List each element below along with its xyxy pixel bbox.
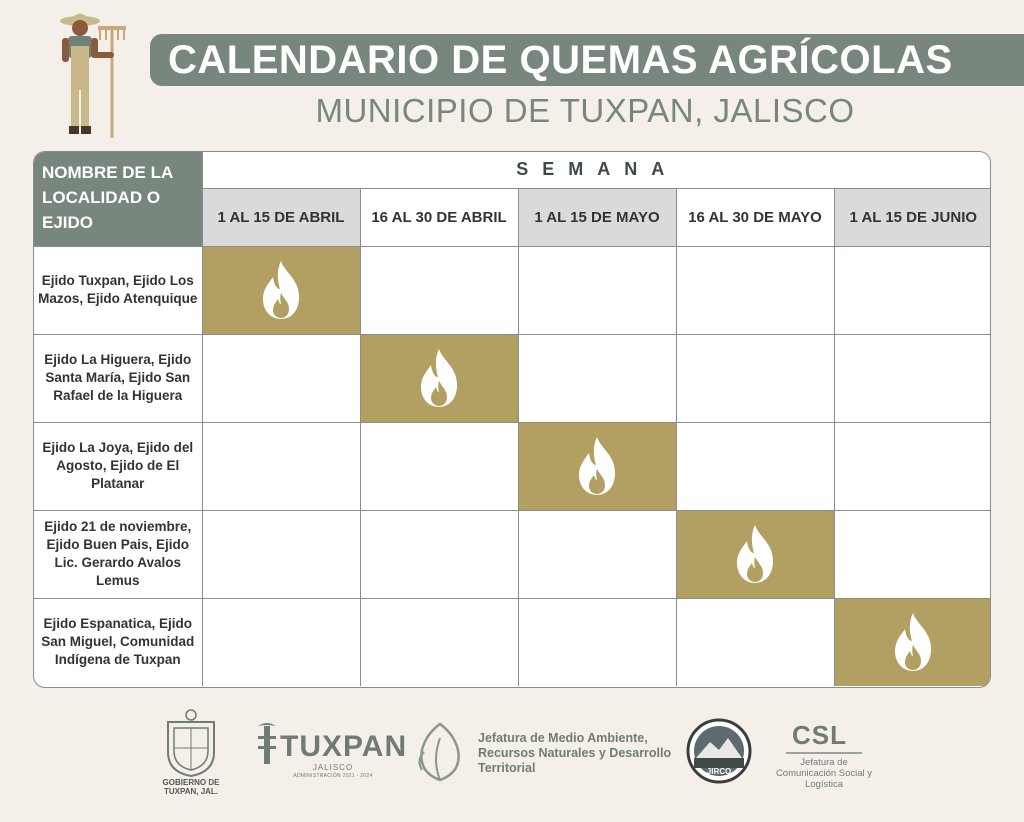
- government-logo-text: GOBIERNO DE TUXPAN, JAL.: [162, 778, 220, 796]
- empty-period-cell: [202, 422, 360, 510]
- table-row: [34, 510, 991, 598]
- csl-divider: [786, 752, 862, 754]
- fire-icon: [729, 523, 781, 585]
- leaf-logo-icon: [412, 720, 468, 784]
- empty-period-cell: [834, 510, 991, 598]
- locality-name: Ejido Tuxpan, Ejido Los Mazos, Ejido Atenquique: [34, 246, 202, 334]
- locality-name: Ejido Espanatica, Ejido San Miguel, Comunidad Indígena de Tuxpan: [34, 598, 202, 686]
- footer-logos: [0, 700, 1024, 810]
- jirco-logo-text: JIRCO: [706, 767, 732, 776]
- period-header-2: 16 AL 30 DE ABRIL: [360, 188, 518, 246]
- tuxpan-logo-state: JALISCO: [312, 763, 354, 772]
- burn-calendar-table: [33, 151, 991, 688]
- locality-name: Ejido 21 de noviembre, Ejido Buen Pais, Ejido Lic. Gerardo Avalos Lemus: [34, 510, 202, 598]
- locality-name: Ejido La Higuera, Ejido Santa María, Ejido San Rafael de la Higuera: [34, 334, 202, 422]
- burn-period-cell: [834, 598, 991, 686]
- burn-period-cell: [676, 510, 834, 598]
- locality-name: Ejido La Joya, Ejido del Agosto, Ejido de El Platanar: [34, 422, 202, 510]
- empty-period-cell: [834, 246, 991, 334]
- empty-period-cell: [834, 422, 991, 510]
- csl-logo-acronym: CSL: [792, 720, 847, 750]
- period-header-1: 1 AL 15 DE ABRIL: [202, 188, 360, 246]
- environment-department-text: Jefatura de Medio Ambiente, Recursos Naturales y Desarrollo Territorial: [478, 731, 672, 775]
- fire-icon: [887, 611, 939, 673]
- burn-period-cell: [518, 422, 676, 510]
- tuxpan-logo-name: TUXPAN: [280, 730, 408, 763]
- empty-period-cell: [518, 510, 676, 598]
- tuxpan-logo-icon: [254, 720, 280, 768]
- empty-period-cell: [676, 246, 834, 334]
- jirco-logo-icon: [686, 718, 752, 784]
- empty-period-cell: [202, 334, 360, 422]
- week-header: SEMANA: [202, 152, 991, 188]
- empty-period-cell: [360, 598, 518, 686]
- empty-period-cell: [676, 422, 834, 510]
- title-banner: [150, 34, 1024, 86]
- page-title: CALENDARIO DE QUEMAS AGRÍCOLAS: [168, 38, 953, 82]
- table-row: [34, 246, 991, 334]
- table-row: [34, 334, 991, 422]
- empty-period-cell: [518, 598, 676, 686]
- table-row: [34, 598, 991, 686]
- table-row: [34, 422, 991, 510]
- empty-period-cell: [676, 598, 834, 686]
- burn-period-cell: [202, 246, 360, 334]
- empty-period-cell: [360, 510, 518, 598]
- empty-period-cell: [834, 334, 991, 422]
- burn-period-cell: [360, 334, 518, 422]
- period-header-5: 1 AL 15 DE JUNIO: [834, 188, 991, 246]
- empty-period-cell: [202, 598, 360, 686]
- empty-period-cell: [518, 246, 676, 334]
- empty-period-cell: [518, 334, 676, 422]
- fire-icon: [571, 435, 623, 497]
- locality-column-header: NOMBRE DE LA LOCALIDAD O EJIDO: [34, 152, 202, 246]
- period-header-3: 1 AL 15 DE MAYO: [518, 188, 676, 246]
- fire-icon: [255, 259, 307, 321]
- farmer-illustration: [52, 6, 132, 142]
- csl-logo-text: Jefatura de Comunicación Social y Logística: [775, 757, 873, 790]
- empty-period-cell: [360, 246, 518, 334]
- government-seal-icon: [160, 708, 222, 778]
- empty-period-cell: [360, 422, 518, 510]
- tuxpan-logo-admin: ADMINISTRACIÓN 2021 - 2024: [293, 773, 373, 779]
- page-subtitle: MUNICIPIO DE TUXPAN, JALISCO: [315, 92, 855, 129]
- fire-icon: [413, 347, 465, 409]
- empty-period-cell: [676, 334, 834, 422]
- period-header-4: 16 AL 30 DE MAYO: [676, 188, 834, 246]
- empty-period-cell: [202, 510, 360, 598]
